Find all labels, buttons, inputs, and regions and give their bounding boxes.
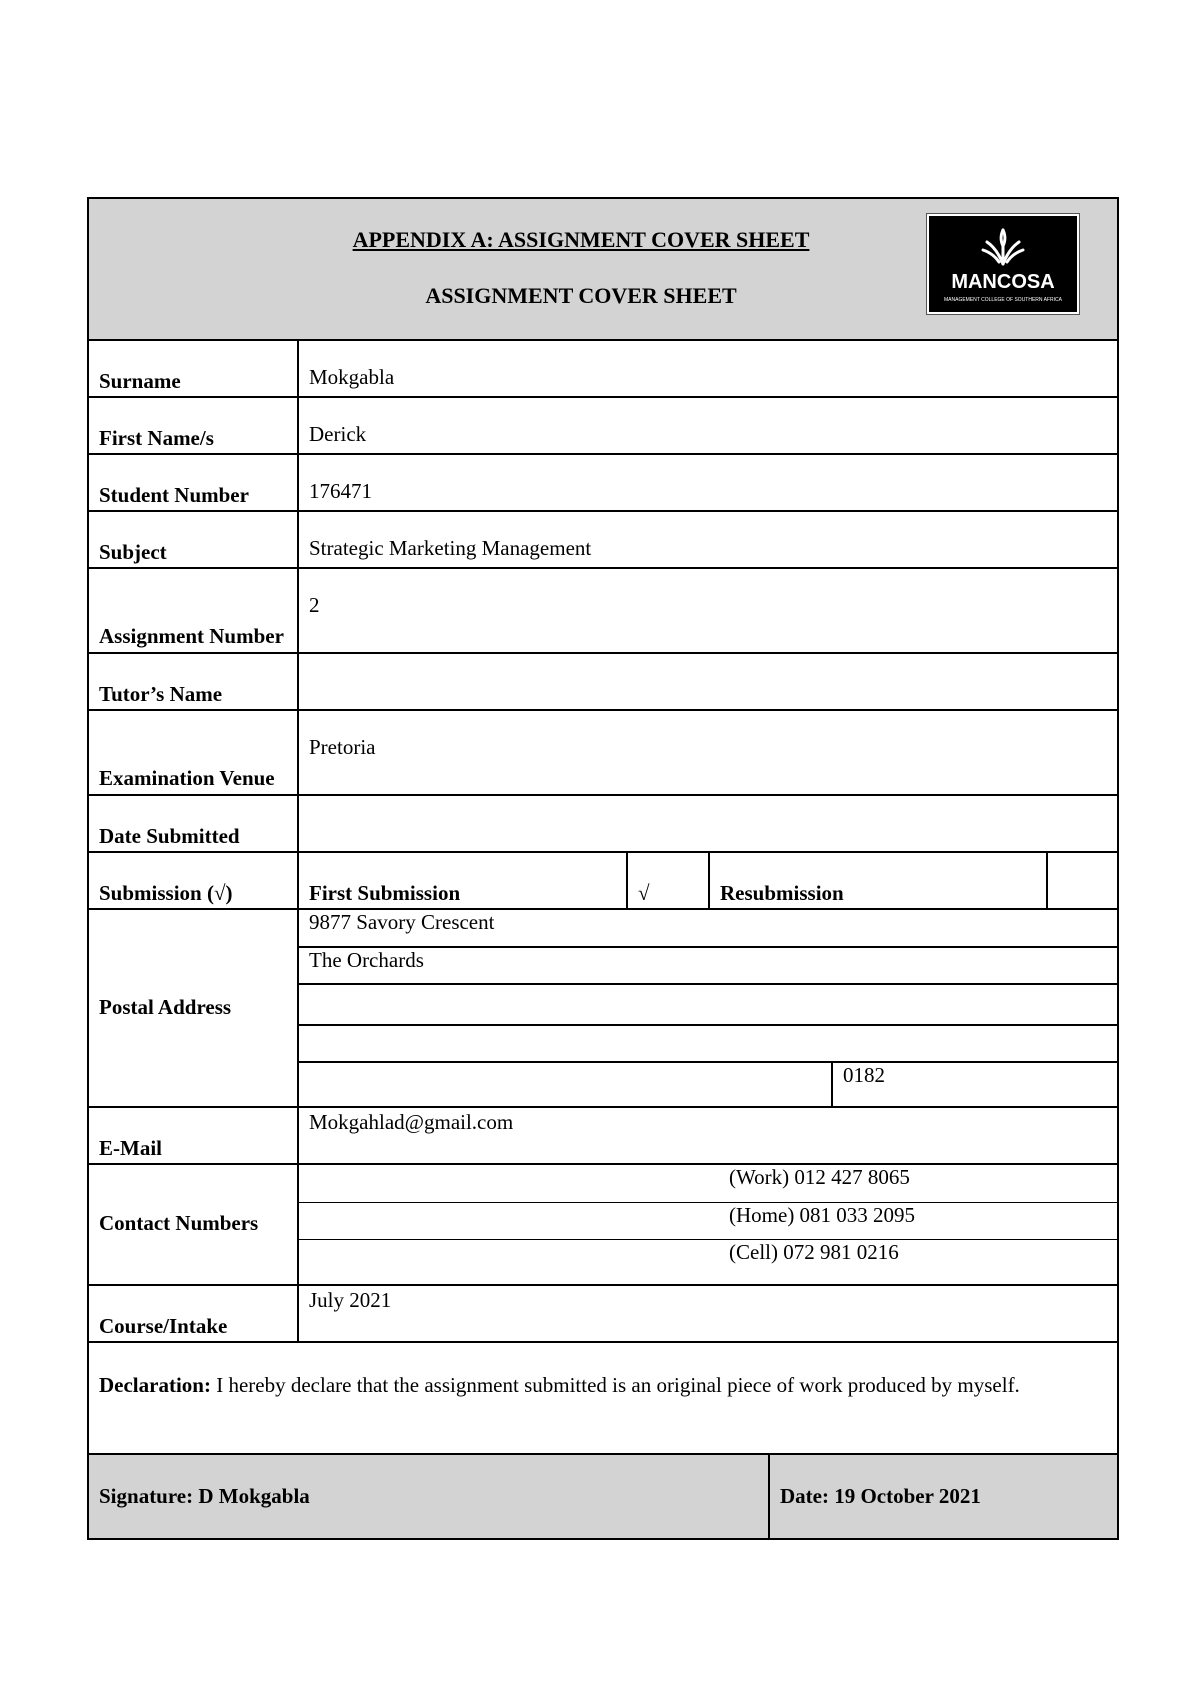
submission-label: Submission (√) — [89, 853, 299, 908]
student-number-label: Student Number — [89, 455, 299, 510]
email-label: E-Mail — [89, 1108, 299, 1163]
postal-address-label: Postal Address — [89, 910, 299, 1106]
first-submission-check: √ — [628, 853, 710, 908]
surname-label: Surname — [89, 341, 299, 396]
exam-venue-value: Pretoria — [309, 735, 376, 759]
postal-line-4 — [299, 1024, 1117, 1061]
postal-line-3 — [299, 983, 1117, 1024]
postal-address-row — [89, 908, 1117, 1106]
course-intake-row — [89, 1284, 1117, 1341]
postal-line-2: The Orchards — [299, 946, 1117, 983]
declaration-row — [89, 1341, 1117, 1453]
surname-row — [89, 339, 1117, 396]
postal-line-1: 9877 Savory Crescent — [309, 910, 495, 934]
exam-venue-row — [89, 709, 1117, 794]
email-row — [89, 1106, 1117, 1163]
tutor-name-value — [299, 654, 1117, 709]
postal-address-lines — [299, 910, 1117, 1106]
mancosa-logo — [927, 214, 1079, 314]
header-section — [89, 199, 1117, 339]
signature-row — [89, 1453, 1117, 1538]
first-name-label: First Name/s — [89, 398, 299, 453]
student-number-row — [89, 453, 1117, 510]
submission-row — [89, 851, 1117, 908]
contact-numbers-label: Contact Numbers — [89, 1165, 299, 1284]
declaration-prefix: Declaration: — [99, 1373, 211, 1397]
declaration-text — [89, 1343, 1030, 1453]
postal-line-5-blank — [299, 1063, 833, 1106]
subject-row — [89, 510, 1117, 567]
resubmission-label: Resubmission — [710, 853, 1048, 908]
postal-code: 0182 — [843, 1063, 885, 1087]
resubmission-check — [1048, 853, 1117, 908]
first-submission-label: First Submission — [299, 853, 628, 908]
contact-numbers-row — [89, 1163, 1117, 1284]
student-number-value: 176471 — [309, 479, 372, 503]
work-phone: (Work) 012 427 8065 — [729, 1165, 910, 1189]
email-value: Mokgahlad@gmail.com — [309, 1110, 514, 1134]
first-name-row — [89, 396, 1117, 453]
subject-value: Strategic Marketing Management — [309, 536, 592, 560]
logo-tagline: MANAGEMENT COLLEGE OF SOUTHERN AFRICA — [944, 297, 1062, 303]
cell-phone: (Cell) 072 981 0216 — [299, 1239, 1117, 1284]
date-submitted-label: Date Submitted — [89, 796, 299, 851]
appendix-title: APPENDIX A: ASSIGNMENT COVER SHEET — [352, 227, 810, 252]
course-intake-value: July 2021 — [309, 1288, 392, 1312]
contact-number-lines — [299, 1165, 1117, 1284]
assignment-number-label: Assignment Number — [89, 569, 299, 652]
cover-sheet-table — [87, 197, 1119, 1540]
exam-venue-label: Examination Venue — [89, 711, 299, 794]
assignment-number-row — [89, 567, 1117, 652]
subject-label: Subject — [89, 512, 299, 567]
signature: Signature: D Mokgabla — [89, 1455, 770, 1538]
surname-value: Mokgabla — [309, 365, 395, 389]
tutor-name-label: Tutor’s Name — [89, 654, 299, 709]
postal-line-5 — [299, 1061, 1117, 1106]
logo-wordmark: MANCOSA — [951, 271, 1055, 293]
date-submitted-value — [299, 796, 1117, 851]
declaration-body: I hereby declare that the assignment submitted is an original piece of work produced by myself. — [210, 1373, 1020, 1397]
submission-options — [299, 853, 1117, 908]
tutor-name-row — [89, 652, 1117, 709]
signature-date: Date: 19 October 2021 — [780, 1484, 981, 1508]
cover-sheet-subtitle: ASSIGNMENT COVER SHEET — [425, 283, 737, 308]
course-intake-label: Course/Intake — [89, 1286, 299, 1341]
first-name-value: Derick — [309, 422, 367, 446]
home-phone: (Home) 081 033 2095 — [299, 1202, 1117, 1239]
assignment-number-value: 2 — [309, 593, 320, 617]
mancosa-logo-icon — [929, 216, 1077, 312]
date-submitted-row — [89, 794, 1117, 851]
